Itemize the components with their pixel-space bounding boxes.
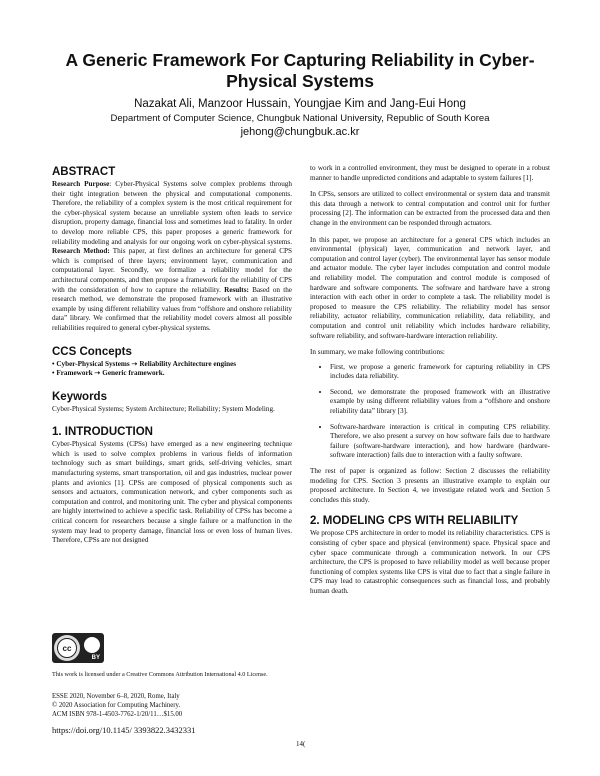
abstract-text-a: : Cyber-Physical Systems solve complex problems through their tight integration between the physical and computational components. Therefore, the reliability of a complex system is the most critical requirement for the cyber-physical system because an unreliable system often leads to service disruption, property damage, financial loss and sometimes lead to fatality. In order to develop more reliable CPS, this paper proposes a generic framework for reliability modeling and analysis for our ongoing work on cyber-physical systems. [52, 180, 292, 246]
right-column [310, 164, 550, 597]
intro-paragraph-5: The rest of paper is organized as follow: Section 2 discusses the reliability modeling for CPS. Section 3 presents an illustrative example to explain our proposed architecture. In Section 4, we investigate related work and Section 5 concludes this study. [310, 467, 550, 504]
intro-paragraph-4: In summary, we make following contributions: [310, 348, 445, 357]
left-column [52, 165, 292, 546]
person-icon [84, 637, 100, 653]
copyright-block [52, 633, 292, 735]
intro-continued: to work in a controlled environment, they must be designed to operate in a robust manner to handle unpredicted conditions and adaptable to system failures [1]. [310, 164, 550, 182]
creative-commons-badge [52, 633, 104, 663]
abstract-text [52, 180, 292, 334]
keywords-text: Cyber-Physical Systems; System Architecture; Reliability; System Modeling. [52, 404, 275, 413]
intro-paragraph-3: In this paper, we propose an architecture for a general CPS which includes an environmental (physical) layer, communication and network layer, and computation and control layer (cyber). The environmental layer has sensor module and actuator module. The cyber layer includes computation and control module and reliability model. The computation and control module is composed of hardware and software components. The software and hardware have a strong interaction with each other in order to complete a task. The reliability model is proposed to measure the CPS reliability. The reliability model has sensor reliability, actuator reliability, communication reliability, data reliability, and computation and control unit reliability which includes hardware reliability, software reliability, and software-hardware interaction reliability. [310, 235, 550, 340]
cc-label: cc [57, 638, 77, 658]
conference-line-1: ESSE 2020, November 6–8, 2020, Rome, Italy [52, 693, 180, 700]
ccs-item-2: • Framework ➝ Generic framework. [52, 369, 165, 378]
keywords-heading: Keywords [52, 390, 107, 403]
conference-line-3: ACM ISBN 978-1-4503-7762-1/20/11…$15.00 [52, 710, 183, 718]
label-results: Results: [224, 285, 249, 294]
list-item: • Software-hardware interaction is critical in computing CPS reliability. Therefore, we also present a survey on how software fails due to hardware failure (software-hardware interaction), and how hardware (hardware-software interaction) fails due to interaction with a faulty software. [330, 423, 550, 461]
abstract-text-c: Based on the research method, we demonstrate the proposed framework with an illustrative example by using different reliability values from “offshore and onshore reliability data” library. We confirmed that the reliability model covers almost all possible reliabilities required to general cyber-physical systems. [52, 285, 292, 332]
abstract-text-b: This paper, at first defines an architecture for general CPS which is comprised of three layers; environment layer, communication and computational layer. Secondly, we formalize a reliability model for the architectural components, and then propose a framework for the reliability of CPS with the consideration of how to capture the reliability. [52, 247, 293, 294]
ccs-item-1: • Cyber-Physical Systems ➝ Reliability Architecture engines [52, 359, 237, 368]
list-item: • First, we propose a generic framework for capturing reliability in CPS includes data reliability. [330, 363, 550, 382]
list-item: • Second, we demonstrate the proposed framework with an illustrative example by using different reliability values from a “offshore and onshore reliability data” library [3]. [330, 388, 550, 417]
intro-paragraph-2: In CPSs, sensors are utilized to collect environmental or system data and transmit this data through a network to central computation and control unit for further processing [2]. The information can be extracted from the processed data and then change in the environment can be responded through actuators. [310, 190, 550, 227]
email[interactable]: jehong@chungbuk.ac.kr [240, 126, 360, 138]
ccs-heading: CCS Concepts [52, 345, 132, 358]
introduction-heading: 1. INTRODUCTION [52, 426, 153, 439]
conference-info [52, 693, 292, 719]
paper-title: A Generic Framework For Capturing Reliability in Cyber-Physical Systems [65, 50, 535, 91]
conference-line-2: © 2020 Association for Computing Machinery. [52, 701, 181, 709]
contributions-list [310, 363, 550, 461]
label-research-purpose: Research Purpose [52, 180, 110, 188]
label-research-method: Research Method: [52, 247, 110, 256]
license-text: This work is licensed under a Creative Commons Attribution International 4.0 License. [52, 671, 268, 678]
affiliation: Department of Computer Science, Chungbuk National University, Republic of South Korea [110, 113, 490, 124]
section-2-heading: 2. MODELING CPS WITH RELIABILITY [310, 515, 519, 528]
section-2-paragraph: We propose CPS architecture in order to model its reliability characteristics. CPS is consisting of cyber space and physical (environment) space. Physical space and cyber space communicate through a communication network. In our CPS architecture, the CPS is proposed to have reliability model as well because proper functioning of complex systems like CPS is vital due to fact that a single failure in CPS may lead to catastrophic consequences such as financial loss, and probably human death. [310, 529, 550, 595]
authors: Nazakat Ali, Manzoor Hussain, Youngjae Kim and Jang-Eui Hong [134, 98, 466, 110]
abstract-heading: ABSTRACT [52, 166, 116, 178]
cc-icon [54, 635, 80, 661]
doi-link[interactable]: https://doi.org/10.1145/ 3393822.3432331 [52, 725, 196, 736]
introduction-paragraph: Cyber-Physical Systems (CPSs) have emerged as a new engineering technique which is used to solve complex problems in various fields of information technology such as smart buildings, smart grids, self-driving vehicles, smart manufacturing systems, smart transportation, oil and gas industries, nuclear power plants and avionics [1]. CPSs are composed of physical components such as sensors and actuators, communication network, and cyber components such as computation and control, and monitoring unit. The cyber and physical components are highly intertwined to achieve a specific task. Reliability of CPSs has become a critical concern for researchers because a single failure or a malfunction in the system may lead to property damage, financial loss or even loss of human lives. Therefore, CPSs are not designed [52, 440, 292, 545]
by-label: BY [91, 655, 100, 661]
page-number: 14( [296, 740, 306, 748]
